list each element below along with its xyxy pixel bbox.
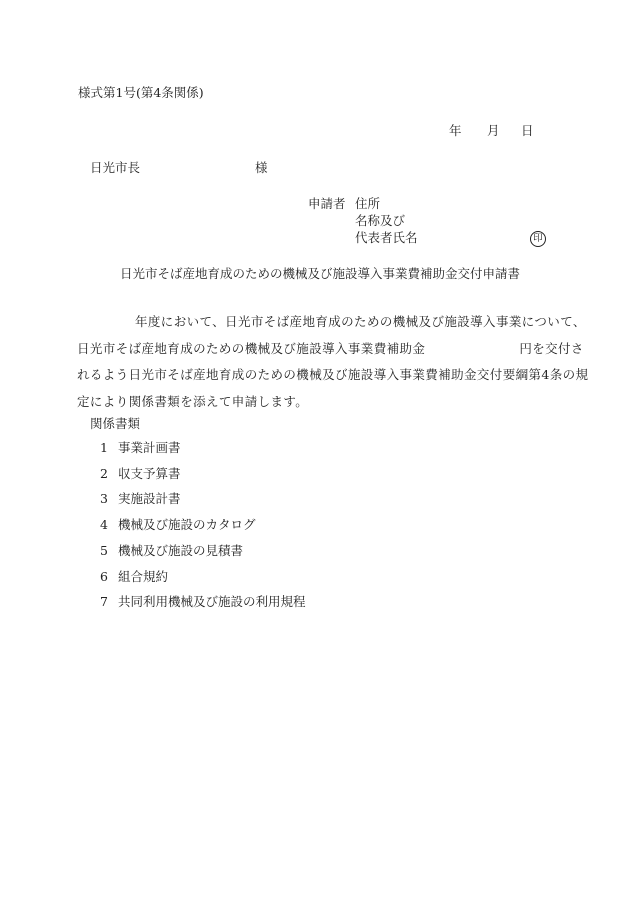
document-item-label: 共同利用機械及び施設の利用規程 bbox=[118, 594, 306, 610]
name-label-2: 代表者氏名 bbox=[355, 230, 418, 245]
document-item-number: 3 bbox=[100, 491, 108, 507]
addressee-name: 日光市長 bbox=[90, 160, 141, 175]
body-line-2 bbox=[77, 336, 584, 363]
form-number: 様式第1号(第4条関係) bbox=[78, 85, 204, 100]
body-line-2a: 日光市そば産地育成のための機械及び施設導入事業費補助金 bbox=[77, 340, 426, 356]
seal-mark bbox=[530, 231, 546, 247]
document-item-label: 機械及び施設の見積書 bbox=[118, 542, 244, 558]
documents-heading: 関係書類 bbox=[90, 416, 141, 431]
body-line-4: 定により関係書類を添えて申請します。 bbox=[77, 394, 309, 410]
document-item-number: 2 bbox=[100, 465, 108, 481]
address-label: 住所 bbox=[355, 196, 381, 211]
date-day: 日 bbox=[521, 123, 534, 138]
applicant-label: 申請者 bbox=[308, 196, 346, 211]
document-item-number: 5 bbox=[100, 542, 108, 558]
addressee-honorific: 様 bbox=[255, 160, 268, 175]
seal-icon: 印 bbox=[530, 231, 546, 247]
date-year: 年 bbox=[449, 123, 462, 138]
body-line-3: れるよう日光市そば産地育成のための機械及び施設導入事業費補助金交付要綱第4条の規 bbox=[77, 367, 589, 383]
name-label-1: 名称及び bbox=[355, 213, 406, 228]
document-item-number: 1 bbox=[100, 440, 108, 455]
document-item-number: 7 bbox=[100, 594, 108, 610]
body-line-2b: 円を交付さ bbox=[519, 340, 584, 356]
document-item-label: 収支予算書 bbox=[118, 465, 181, 481]
date-month: 月 bbox=[487, 123, 500, 138]
document-item-number: 6 bbox=[100, 568, 108, 584]
body-paragraph bbox=[77, 309, 589, 416]
document-item-number: 4 bbox=[100, 517, 108, 533]
document-title: 日光市そば産地育成のための機械及び施設導入事業費補助金交付申請書 bbox=[120, 266, 521, 281]
document-item-label: 事業計画書 bbox=[118, 440, 181, 455]
body-line-1: 年度において、日光市そば産地育成のための機械及び施設導入事業について、 bbox=[135, 314, 586, 329]
document-item-label: 組合規約 bbox=[118, 568, 169, 584]
document-item-label: 実施設計書 bbox=[118, 491, 181, 507]
document-item-label: 機械及び施設のカタログ bbox=[118, 517, 256, 533]
